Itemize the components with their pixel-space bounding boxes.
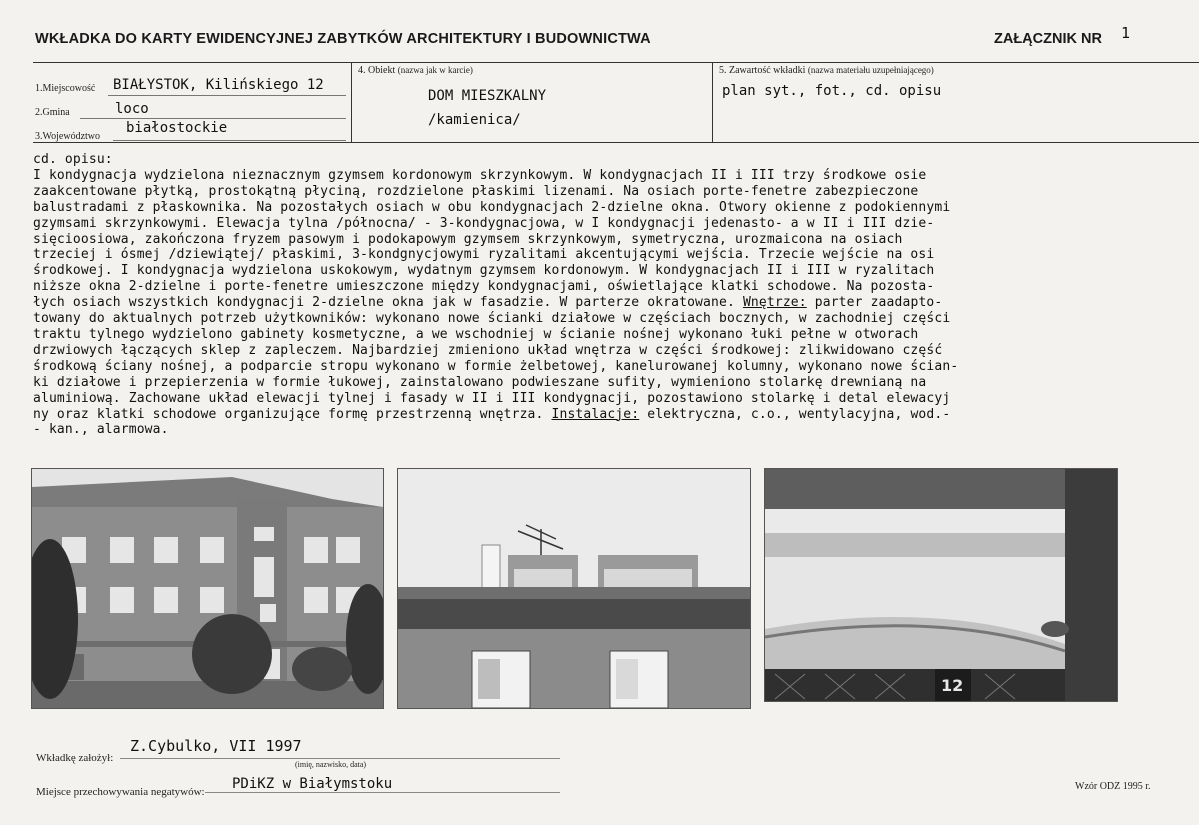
divider-col-2 — [712, 62, 713, 142]
obiekt-value-1: DOM MIESZKALNY — [428, 88, 547, 104]
building-photo-drawing — [32, 469, 383, 708]
form-version: Wzór ODZ 1995 r. — [1075, 781, 1151, 792]
body-line-wnetrze — [33, 295, 1199, 311]
gmina-underline — [80, 118, 346, 119]
body-line: niższe okna 2-dzielne i porte-fenetre umieszczone między kondygnacjami, oświetlające klatki schodowe. Na pozosta- — [33, 279, 935, 295]
rooftop-photo-drawing — [398, 469, 750, 708]
body-line: łych osiach wszystkich kondygnacji 2-dzielne okna jak w fasadzie. W parterze okratowane. — [33, 295, 735, 311]
instalacje-heading: Instalacje: — [551, 406, 640, 422]
body-line: drzwiowych łączących sklep z zapleczem. Najbardziej zmieniono układ wnętrza w części środkowej: zlikwidowano część — [33, 342, 943, 358]
body-line: balustradami z płaskownika. Na pozostałych osiach w obu kondygnacjach 2-dzielne okna. Otwory okienne z podokiennymi — [33, 199, 951, 215]
obiekt-value-2: /kamienica/ — [428, 112, 521, 128]
body-line: trzeciej i ósmej /dziewiątej/ płaskimi, 3-kondgnycjowymi ryzalitami akcentującymi wejścia. Trzecie wejście na osi — [33, 247, 935, 263]
house-number-text: 12 — [941, 676, 964, 695]
annex-number: 1 — [1121, 24, 1131, 42]
zawartosc-value: plan syt., fot., cd. opisu — [722, 83, 942, 99]
instalacje-text: elektryczna, c.o., wentylacyjna, wod.- — [639, 406, 951, 422]
body-line: sięcioosiowa, zakończona fryzem pasowym i podokapowym gzymsem skrzynkowym, symetryczna, urozmaicona na osiach — [33, 231, 903, 247]
wojewodztwo-label: 3.Województwo — [35, 131, 101, 142]
zawartosc-sublabel: (nazwa materiału uzupełniającego) — [807, 65, 934, 75]
body-line-instalacje — [33, 407, 1199, 423]
negatywy-value: PDiKZ w Białymstoku — [232, 776, 393, 792]
body-line: traktu tylnego wydzielono gabinety kosmetyczne, a we wschodniej w ścianie nośnej wykonano łuki pełne w otworach — [33, 326, 919, 342]
zawartosc-label — [719, 65, 934, 76]
body-line: ny oraz klatki schodowe organizujące formę przestrzenną wnętrza. — [33, 406, 544, 422]
zalozyl-value: Z.Cybulko, VII 1997 — [130, 737, 302, 755]
body-line: gzymsami skrzynkowymi. Elewacja tylna /północna/ - 3-kondygnacjowa, w I kondygnacji jedenasto- a w II i III dzie- — [33, 215, 935, 231]
body-line: towany do aktualnych potrzeb użytkowników: wykonano nowe ścianki działowe w częściach bocznych, w zachodniej części — [33, 311, 951, 327]
obiekt-label — [358, 65, 473, 76]
body-line: I kondygnacja wydzielona nieznacznym gzymsem kordonowym skrzynkowym. W kondygnacjach II i III trzy środkowe osie — [33, 167, 927, 183]
miejscowosc-underline — [108, 95, 346, 96]
body-line: środkowej. I kondygnacja wydzielona uskokowym, wydatnym gzymsem kordonowym. W kondygnacjach II i III w ryzalitach — [33, 263, 935, 279]
form-title: WKŁADKA DO KARTY EWIDENCYJNEJ ZABYTKÓW ARCHITEKTURY I BUDOWNICTWA — [35, 31, 651, 47]
zalozyl-sublabel: (imię, nazwisko, data) — [295, 760, 367, 769]
negatywy-underline — [205, 792, 560, 793]
annex-label: ZAŁĄCZNIK NR — [994, 31, 1102, 47]
wojewodztwo-value: białostockie — [126, 120, 228, 136]
wojewodztwo-underline — [113, 140, 346, 141]
body-line: ki działowe i przepierzenia w formie łukowej, zainstalowano podwieszane sufity, wymieniono stolarkę drewnianą na — [33, 374, 927, 390]
top-rule — [33, 62, 1199, 63]
description-text — [33, 152, 1199, 438]
entrance-detail-drawing — [765, 469, 1117, 701]
divider-col-1 — [351, 62, 352, 142]
obiekt-label-text: 4. Obiekt — [358, 65, 396, 76]
header-bottom-rule — [33, 142, 1199, 143]
body-line: środkową ściany nośnej, a podparcie stropu wykonano w formie żelbetowej, kanelurowanej kolumny, wykonano nowe ścian- — [33, 358, 959, 374]
body-line: aluminiową. Zachowane układ elewacji tylnej i fasady w II i III kondygnacji, pozostawiono stolarkę i detal elewacyj — [33, 390, 951, 406]
zalozyl-underline — [120, 758, 560, 759]
entrance-detail-photo — [764, 468, 1118, 702]
obiekt-sublabel: (nazwa jak w karcie) — [397, 65, 473, 75]
building-photo — [31, 468, 384, 709]
rooftop-photo — [397, 468, 751, 709]
zalozyl-label: Wkładkę założył: — [36, 752, 114, 764]
body-line: cd. opisu: — [33, 152, 113, 167]
body-line: - kan., alarmowa. — [33, 422, 169, 438]
negatywy-label: Miejsce przechowywania negatywów: — [36, 786, 205, 798]
wnetrze-heading: Wnętrze: — [742, 295, 807, 311]
gmina-label: 2.Gmina — [35, 107, 70, 118]
wnetrze-text: parter zaadapto- — [806, 295, 943, 311]
gmina-value: loco — [115, 101, 149, 117]
zawartosc-label-text: 5. Zawartość wkładki — [719, 65, 806, 76]
miejscowosc-label: 1.Miejscowość — [35, 83, 96, 94]
body-line: zaakcentowane płytką, prostokątną płyciną, rozdzielone płaskimi lizenami. Na osiach porte-fenetre zabezpieczone — [33, 183, 919, 199]
miejscowosc-value: BIAŁYSTOK, Kilińskiego 12 — [113, 77, 324, 93]
